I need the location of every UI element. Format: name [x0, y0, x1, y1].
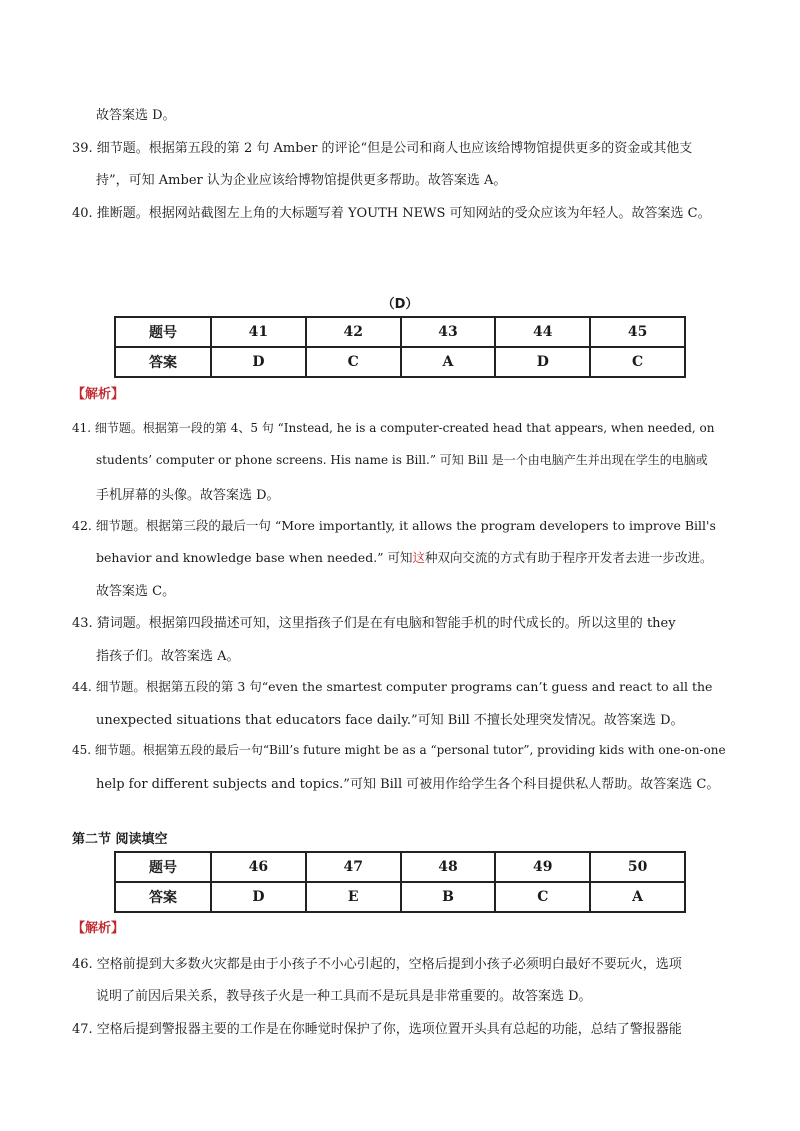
q45-line-1: 45. 细节题。根据第五段的最后一句“Bill’s future might be as a “personal tutor”, providing kids with one-on-one — [72, 743, 726, 757]
question-number-cell: 47 — [306, 852, 401, 882]
header-label-cell: 题号 — [115, 317, 211, 347]
q46-line-2: 说明了前因后果关系，教导孩子火是一种工具而不是玩具是非常重要的。故答案选 D。 — [96, 989, 592, 1004]
answer-cell: A — [590, 882, 685, 912]
question-number-cell: 46 — [211, 852, 306, 882]
answer-cell: B — [401, 882, 496, 912]
q41-line-2: students’ computer or phone screens. His name is Bill.” 可知 Bill 是一个由电脑产生并出现在学生的电脑或 — [96, 453, 708, 467]
table-d-caption: （D） — [381, 297, 419, 312]
question-number-cell: 50 — [590, 852, 685, 882]
section-title: 第二节 阅读填空 — [72, 832, 168, 847]
q42-line-2 — [96, 548, 713, 566]
table-row — [115, 882, 685, 912]
q43-line-2: 指孩子们。故答案选 A。 — [96, 649, 240, 664]
q42-line-2-part-a: behavior and knowledge base when needed.” 可知 — [96, 550, 413, 565]
answer-cell: C — [495, 882, 590, 912]
q41-line-3: 手机屏幕的头像。故答案选 D。 — [96, 488, 280, 503]
answer-cell: D — [211, 882, 306, 912]
q42-line-3: 故答案选 C。 — [96, 584, 176, 599]
analysis-label: 【解析】 — [72, 387, 125, 402]
answer-label-cell: 答案 — [115, 347, 211, 377]
question-number-cell: 41 — [211, 317, 306, 347]
answer-cell: A — [401, 347, 496, 377]
q45-line-2: help for different subjects and topics.”可知 Bill 可被用作给学生各个科目提供私人帮助。故答案选 C。 — [96, 777, 720, 792]
q42-line-2-part-c: 种双向交流的方式有助于程序开发者去进一步改进。 — [425, 550, 713, 565]
answer-label-cell: 答案 — [115, 882, 211, 912]
q42-line-1: 42. 细节题。根据第三段的最后一句 “More importantly, it allows the program developers to improve Bill's — [72, 518, 716, 533]
answer-cell: C — [590, 347, 685, 377]
question-number-cell: 44 — [495, 317, 590, 347]
q44-line-1: 44. 细节题。根据第五段的第 3 句“even the smartest computer programs can’t guess and react to all the — [72, 679, 713, 694]
question-number-cell: 43 — [401, 317, 496, 347]
q41-line-1: 41. 细节题。根据第一段的第 4、5 句 “Instead, he is a computer-created head that appears, when needed, on — [72, 421, 715, 435]
q39-line-2: 持”，可知 Amber 认为企业应该给博物馆提供更多帮助。故答案选 A。 — [96, 173, 507, 188]
answer-cell: C — [306, 347, 401, 377]
question-number-cell: 42 — [306, 317, 401, 347]
table-row — [115, 317, 685, 347]
answer-table-section2 — [114, 851, 686, 913]
question-number-cell: 45 — [590, 317, 685, 347]
answer-table-d — [114, 316, 686, 378]
q42-highlight-char: 这 — [412, 550, 426, 565]
table-row — [115, 347, 685, 377]
answer-line: 故答案选 D。 — [96, 108, 176, 123]
analysis-label: 【解析】 — [72, 921, 125, 936]
table-row — [115, 852, 685, 882]
q39-line-1: 39. 细节题。根据第五段的第 2 句 Amber 的评论“但是公司和商人也应该给博物馆提供更多的资金或其他支 — [72, 141, 693, 156]
answer-cell: E — [306, 882, 401, 912]
q44-line-2: unexpected situations that educators face daily.”可知 Bill 不擅长处理突发情况。故答案选 D。 — [96, 713, 684, 728]
answer-cell: D — [495, 347, 590, 377]
q43-line-1: 43. 猜词题。根据第四段描述可知，这里指孩子们是在有电脑和智能手机的时代成长的。所以这里的 they — [72, 616, 676, 631]
q47-line-1: 47. 空格后提到警报器主要的工作是在你睡觉时保护了你，选项位置开头具有总起的功能，总结了警报器能 — [72, 1022, 682, 1037]
question-number-cell: 48 — [401, 852, 496, 882]
answer-cell: D — [211, 347, 306, 377]
question-number-cell: 49 — [495, 852, 590, 882]
header-label-cell: 题号 — [115, 852, 211, 882]
q40-line-1: 40. 推断题。根据网站截图左上角的大标题写着 YOUTH NEWS 可知网站的受众应该为年轻人。故答案选 C。 — [72, 206, 711, 221]
q46-line-1: 46. 空格前提到大多数火灾都是由于小孩子不小心引起的，空格后提到小孩子必须明白最好不要玩火，选项 — [72, 957, 682, 972]
